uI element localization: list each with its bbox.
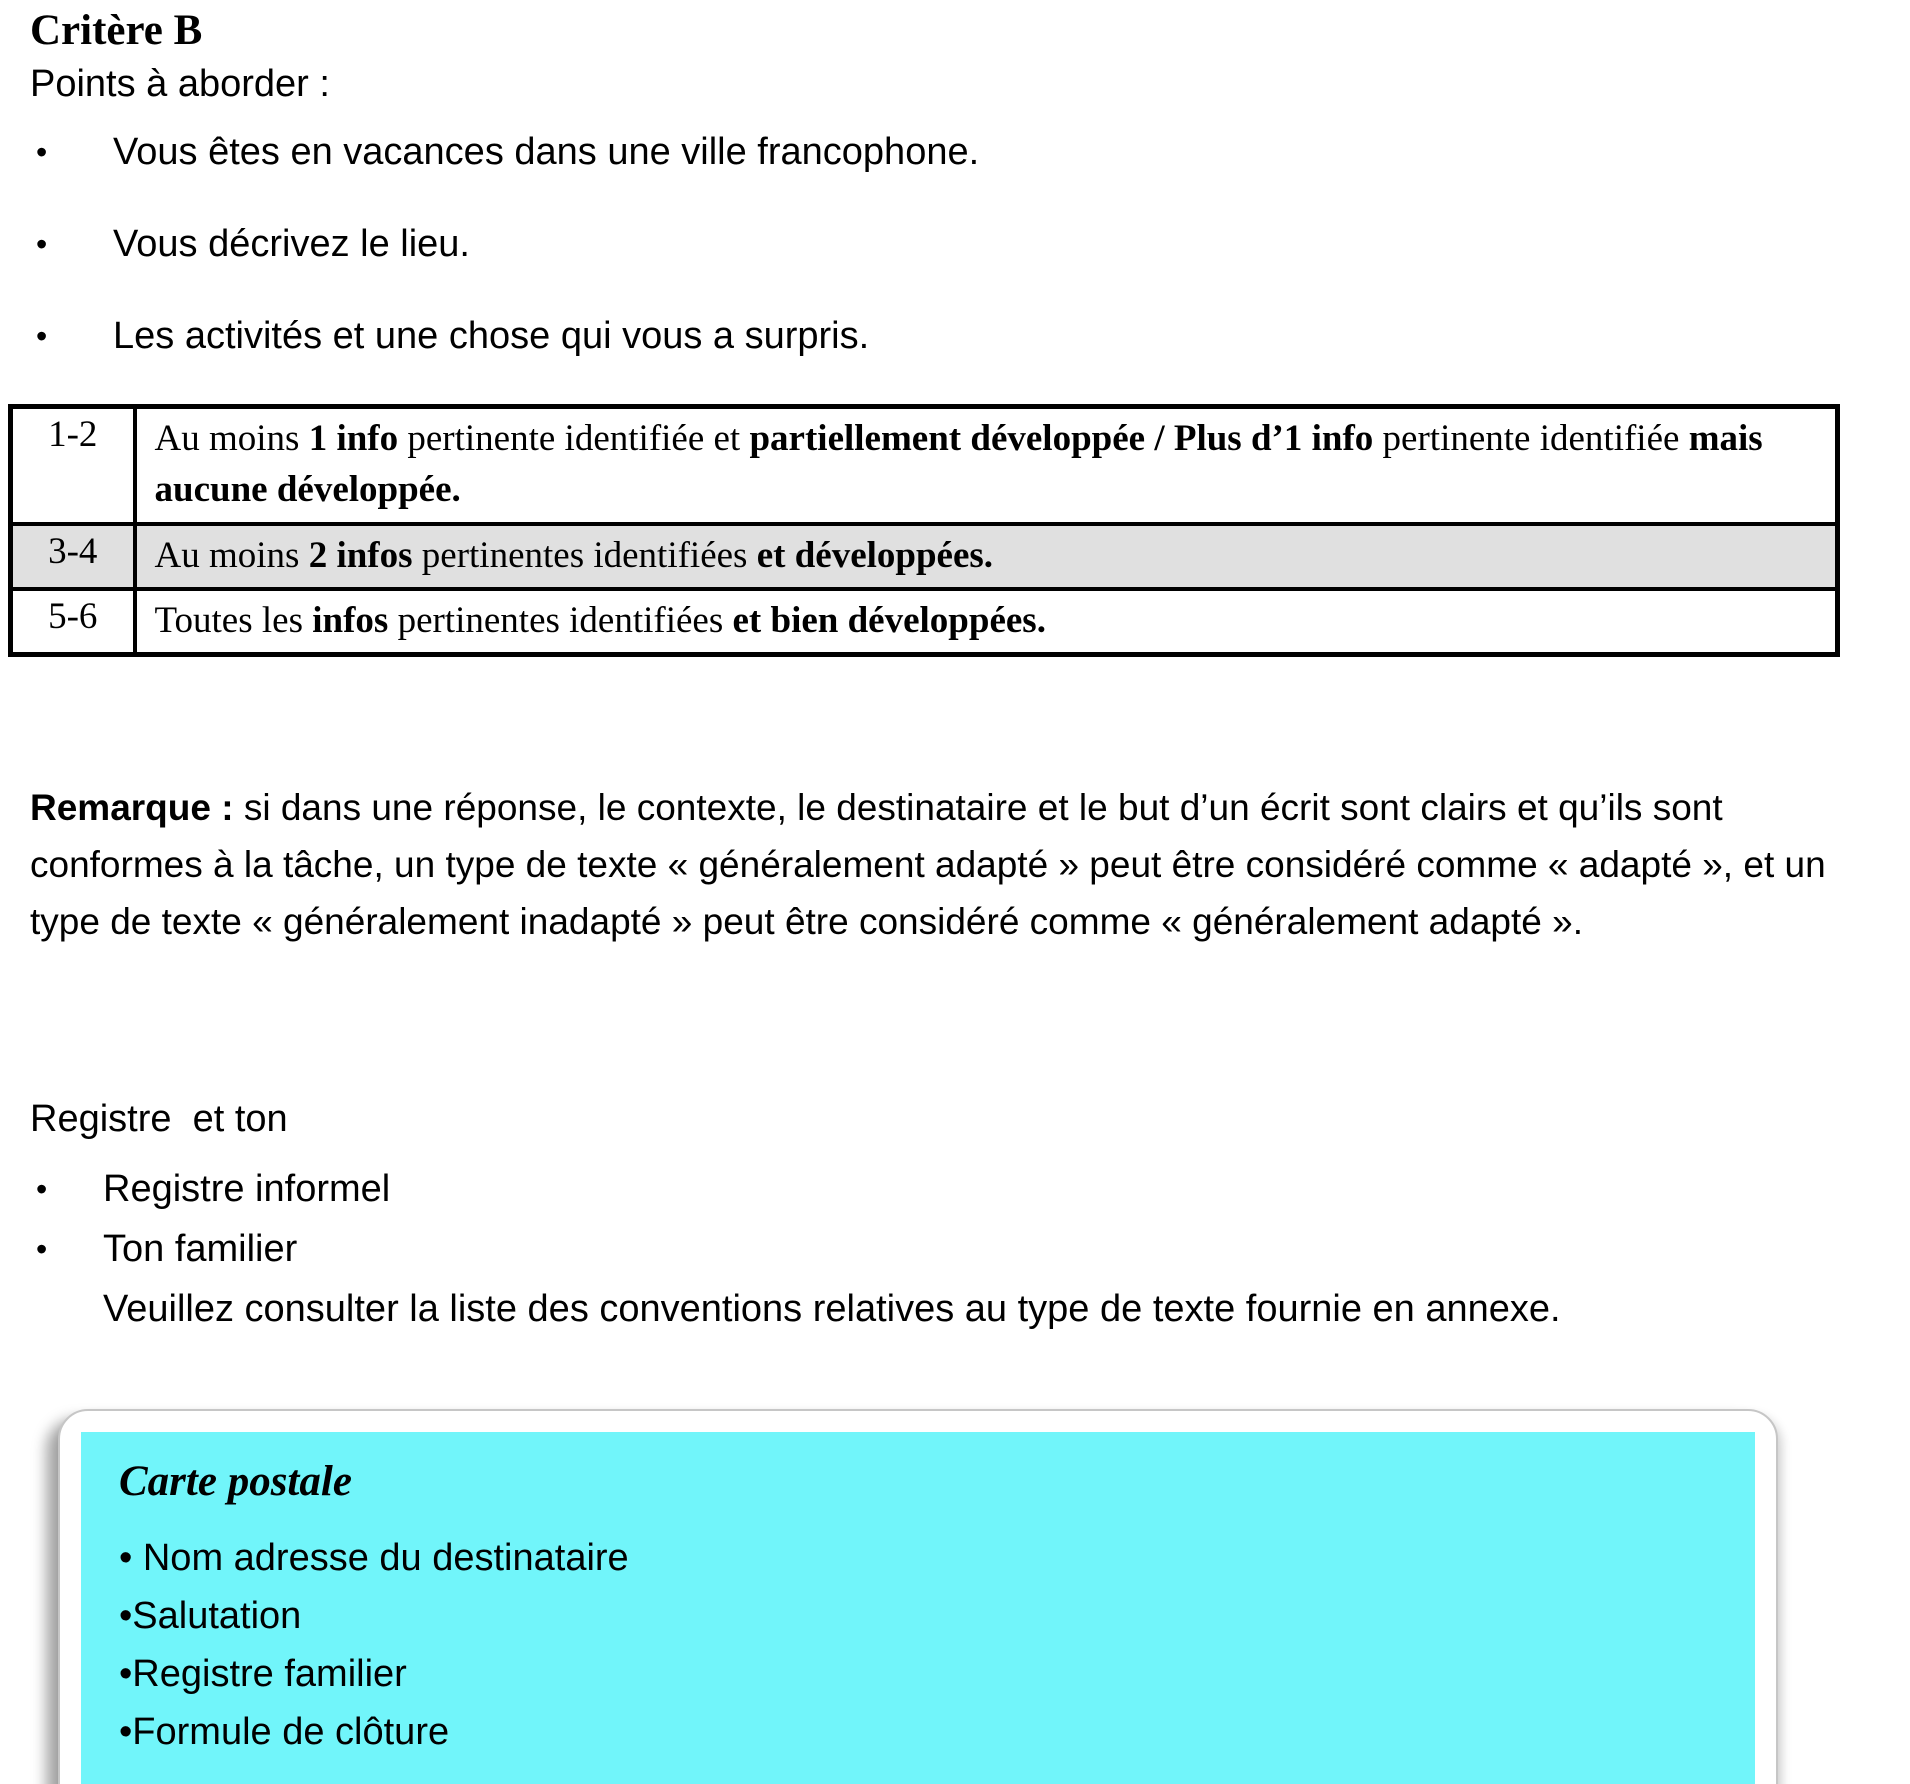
descriptor-cell: Au moins 1 info pertinente identifiée et partiellement développée / Plus d’1 info pertinente identifiée mais aucune développée. xyxy=(135,407,1838,524)
bullet-icon: • xyxy=(36,1170,48,1207)
bullet-icon: • xyxy=(36,1230,48,1267)
points-list xyxy=(30,128,1910,360)
convention-card-fill xyxy=(81,1432,1755,1784)
table-row-highlighted xyxy=(11,524,1838,589)
intro-text: Points à aborder : xyxy=(30,63,330,106)
remark-paragraph: Remarque : si dans une réponse, le contexte, le destinataire et le but d’un écrit sont clairs et qu’ils sont conformes à la tâche, un type de texte « généralement adapté » peut être considéré comme « adapté », et un type de texte « généralement inadapté » peut être considéré comme « généralement adapté ». xyxy=(30,786,1826,942)
point-text: Les activités et une chose qui vous a surpris. xyxy=(113,315,870,358)
list-item xyxy=(30,1159,1910,1219)
register-item-text: Registre informel xyxy=(103,1167,391,1210)
register-item-text: Ton familier xyxy=(103,1227,298,1270)
register-list xyxy=(30,1159,1910,1279)
descriptor-cell: Au moins 2 infos pertinentes identifiées et développées. xyxy=(135,524,1838,589)
list-item xyxy=(30,220,1910,268)
card-title: Carte postale xyxy=(119,1457,352,1505)
list-item xyxy=(30,1219,1910,1279)
bullet-icon: • xyxy=(36,318,48,355)
list-item: •Formule de clôture xyxy=(119,1710,450,1753)
page-title: Critère B xyxy=(30,7,203,54)
score-cell: 3-4 xyxy=(11,524,135,589)
bullet-icon: • xyxy=(36,134,48,171)
rubric-table xyxy=(8,404,1840,656)
register-note: Veuillez consulter la liste des conventions relatives au type de texte fournie en annexe. xyxy=(103,1287,1561,1330)
list-item xyxy=(30,128,1910,176)
table-row xyxy=(11,589,1838,655)
descriptor-cell: Toutes les infos pertinentes identifiées et bien développées. xyxy=(135,589,1838,655)
point-text: Vous êtes en vacances dans une ville francophone. xyxy=(113,131,980,174)
list-item: •Salutation xyxy=(119,1594,302,1637)
register-heading: Registre et ton xyxy=(30,1097,288,1140)
card-items xyxy=(119,1529,1735,1761)
list-item: •Registre familier xyxy=(119,1652,407,1695)
convention-card xyxy=(58,1409,1778,1784)
register-section xyxy=(30,1098,1910,1339)
list-item xyxy=(30,312,1910,360)
score-cell: 5-6 xyxy=(11,589,135,655)
table-row xyxy=(11,407,1838,524)
score-cell: 1-2 xyxy=(11,407,135,524)
point-text: Vous décrivez le lieu. xyxy=(113,223,470,266)
bullet-icon: • xyxy=(36,226,48,263)
list-item: • Nom adresse du destinataire xyxy=(119,1536,629,1579)
